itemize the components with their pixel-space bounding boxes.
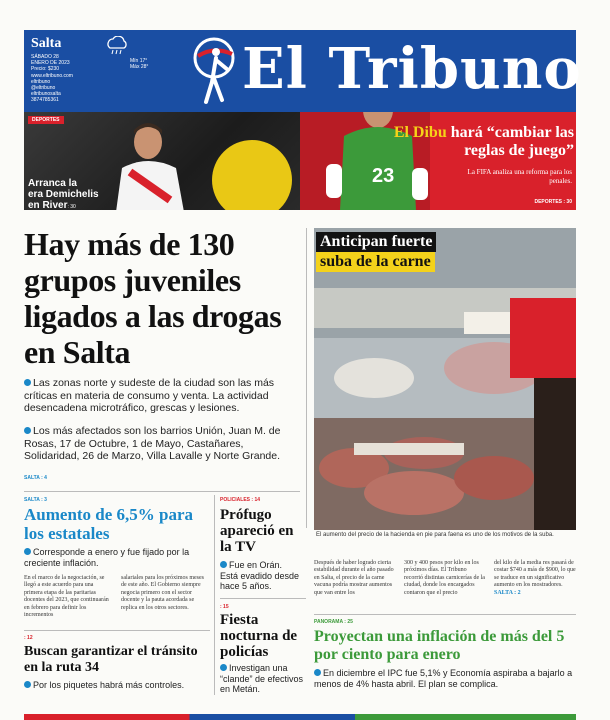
body-column: 300 y 400 pesos por kilo en los próximos días. El Tribuno recorrió distintas carnicerías de la ciudad, donde los encargados contaron que el precio <box>404 560 485 596</box>
promo-section-tag: DEPORTES <box>28 116 64 124</box>
edition-website: www.eltribuno.com <box>31 72 73 79</box>
butcher-shop-icon <box>314 228 576 530</box>
edition-price: Precio: $230 <box>31 66 60 73</box>
edition-date-month: ENERO DE 2023 <box>31 60 70 67</box>
inflacion-deck-text: En diciembre el IPC fue 5,1% y Economía aspiraba a bajarlo a menos de 4% hasta abril. El plan se complica. <box>314 668 573 689</box>
promo-left-line: en River <box>28 200 68 210</box>
weather-temps <box>130 58 148 70</box>
weather-widget <box>104 36 154 76</box>
social-twitter: @eltribuno <box>31 85 56 92</box>
section-divider <box>314 614 576 615</box>
main-headline[interactable]: Hay más de 130 grupos juveniles ligados a las drogas en Salta <box>24 226 282 370</box>
body-column: del kilo de la media res pasará de costar $740 a más de $900, lo que se traduce en un significativo aumento en los mostradores. <box>494 560 576 589</box>
social-instagram: eltribunosalta <box>31 91 61 98</box>
main-bullet-text: Las zonas norte y sudeste de la ciudad son las más críticas en materia de consumo y venta. La actividad desencadena microtráfico, grescas y lesiones. <box>24 377 275 414</box>
temp-max: Máx 28° <box>130 64 149 70</box>
fiesta-deck-text: Investigan una “clande” de efectivos en Metán. <box>220 663 304 694</box>
section-divider <box>24 491 300 492</box>
player-photo-icon <box>110 120 190 210</box>
aumento-body <box>24 575 210 619</box>
meat-body <box>314 560 576 597</box>
profugo-section-tag: POLICIALES : 14 <box>220 497 261 503</box>
aumento-headline[interactable]: Aumento de 6,5% para los estatales <box>24 505 194 543</box>
bullet-dot-icon <box>24 427 31 434</box>
edition-date-day: SÁBADO 28 <box>31 54 59 60</box>
column-divider <box>306 228 307 528</box>
edition-city: Salta <box>31 36 62 51</box>
bullet-dot-icon <box>314 669 321 676</box>
main-bullet <box>24 377 300 415</box>
butcher-photo[interactable] <box>314 228 576 530</box>
transito-section-tag: : 12 <box>24 635 33 641</box>
promo-left-headline[interactable] <box>28 178 99 210</box>
dibu-page-ref: DEPORTES : 30 <box>534 199 572 205</box>
body-column: En el marco de la negociación, se llegó a este acuerdo para una primera etapa de las paritarias docentes del 2023, que continuarán en febrero para definir los incrementos <box>24 575 109 619</box>
section-divider <box>220 598 306 599</box>
meat-headline-line1: Anticipan fuerte <box>316 232 436 252</box>
promo-left-line: era Demichelis <box>28 189 99 200</box>
aumento-deck <box>24 547 210 569</box>
bullet-dot-icon <box>24 379 31 386</box>
transito-deck-text: Por los piquetes habrá más controles. <box>33 680 185 690</box>
promo-left-page: : 30 <box>67 204 76 210</box>
aumento-deck-text: Corresponde a enero y fue fijado por la creciente inflación. <box>24 547 190 568</box>
social-whatsapp: 3874785361 <box>31 97 59 104</box>
bullet-dot-icon <box>24 548 31 555</box>
body-column: salariales para los próximos meses de este año. El Gobierno siempre negocia primero con el sector docente y la pauta acordada se replica en los otros sectores. <box>121 575 204 611</box>
profugo-headline[interactable]: Prófugo apareció en la TV <box>220 507 294 555</box>
fiesta-section-tag: : 15 <box>220 604 229 610</box>
masthead <box>24 30 582 112</box>
body-column: Después de haber logrado cierta estabilidad durante el año pasado en Salta, el precio de la carne vacuna podría mostrar aumentos que van entre los <box>314 560 394 596</box>
inflacion-headline[interactable]: Proyectan una inflación de más del 5 por ciento para enero <box>314 628 565 663</box>
main-bullet <box>24 425 300 463</box>
main-bullet-text: Los más afectados son los barrios Unión, Juan M. de Rosas, 17 de Octubre, 1 de Mayo, Castañares, Solidaridad, 26 de Marzo, Villa Lavalle y Norte Grande. <box>24 425 281 462</box>
transito-deck <box>24 680 210 690</box>
meat-headline[interactable] <box>316 232 436 272</box>
bullet-dot-icon <box>220 561 227 568</box>
dibu-subhead: La FIFA analiza una reforma para los penales. <box>467 168 572 185</box>
photo-accent <box>212 140 292 210</box>
transito-headline[interactable]: Buscan garantizar el tránsito en la ruta 34 <box>24 644 198 675</box>
promo-left-line: Arranca la <box>28 178 77 189</box>
dibu-headline[interactable] <box>388 124 574 160</box>
bullet-dot-icon <box>24 681 31 688</box>
main-section-tag: SALTA : 4 <box>24 475 47 481</box>
bullet-dot-icon <box>220 664 227 671</box>
column-divider <box>214 495 215 695</box>
meat-page-ref: SALTA : 2 <box>494 589 521 596</box>
inflacion-section-tag: PANORAMA : 25 <box>314 619 353 625</box>
photo-caption: El aumento del precio de la hacienda en pie para faena es uno de los motivos de la suba. <box>316 532 554 538</box>
dibu-headline-name: El Dibu <box>393 124 447 141</box>
dibu-headline-rest: hará “cambiar las reglas de juego” <box>446 124 574 159</box>
profugo-deck-text: Fue en Orán. Está evadido desde hace 5 años. <box>220 560 300 591</box>
meat-headline-line2: suba de la carne <box>316 252 435 272</box>
svg-text:23: 23 <box>372 165 395 187</box>
fiesta-headline[interactable]: Fiesta nocturna de policías <box>220 612 298 660</box>
fiesta-deck <box>220 663 306 695</box>
section-divider <box>24 630 210 631</box>
temp-min: Mín 17° <box>130 58 148 64</box>
dibu-promo[interactable] <box>300 112 576 210</box>
cloud-rain-icon <box>104 36 130 56</box>
social-facebook: eltribuno <box>31 78 51 85</box>
profugo-deck <box>220 560 302 592</box>
sports-promo[interactable] <box>24 112 576 210</box>
bottom-color-bar <box>24 714 576 720</box>
inflacion-deck <box>314 668 576 690</box>
newspaper-title: El Tribuno <box>242 36 582 102</box>
edition-info <box>31 54 73 104</box>
logo-figure-icon <box>192 36 236 106</box>
aumento-section-tag: SALTA : 3 <box>24 497 47 503</box>
